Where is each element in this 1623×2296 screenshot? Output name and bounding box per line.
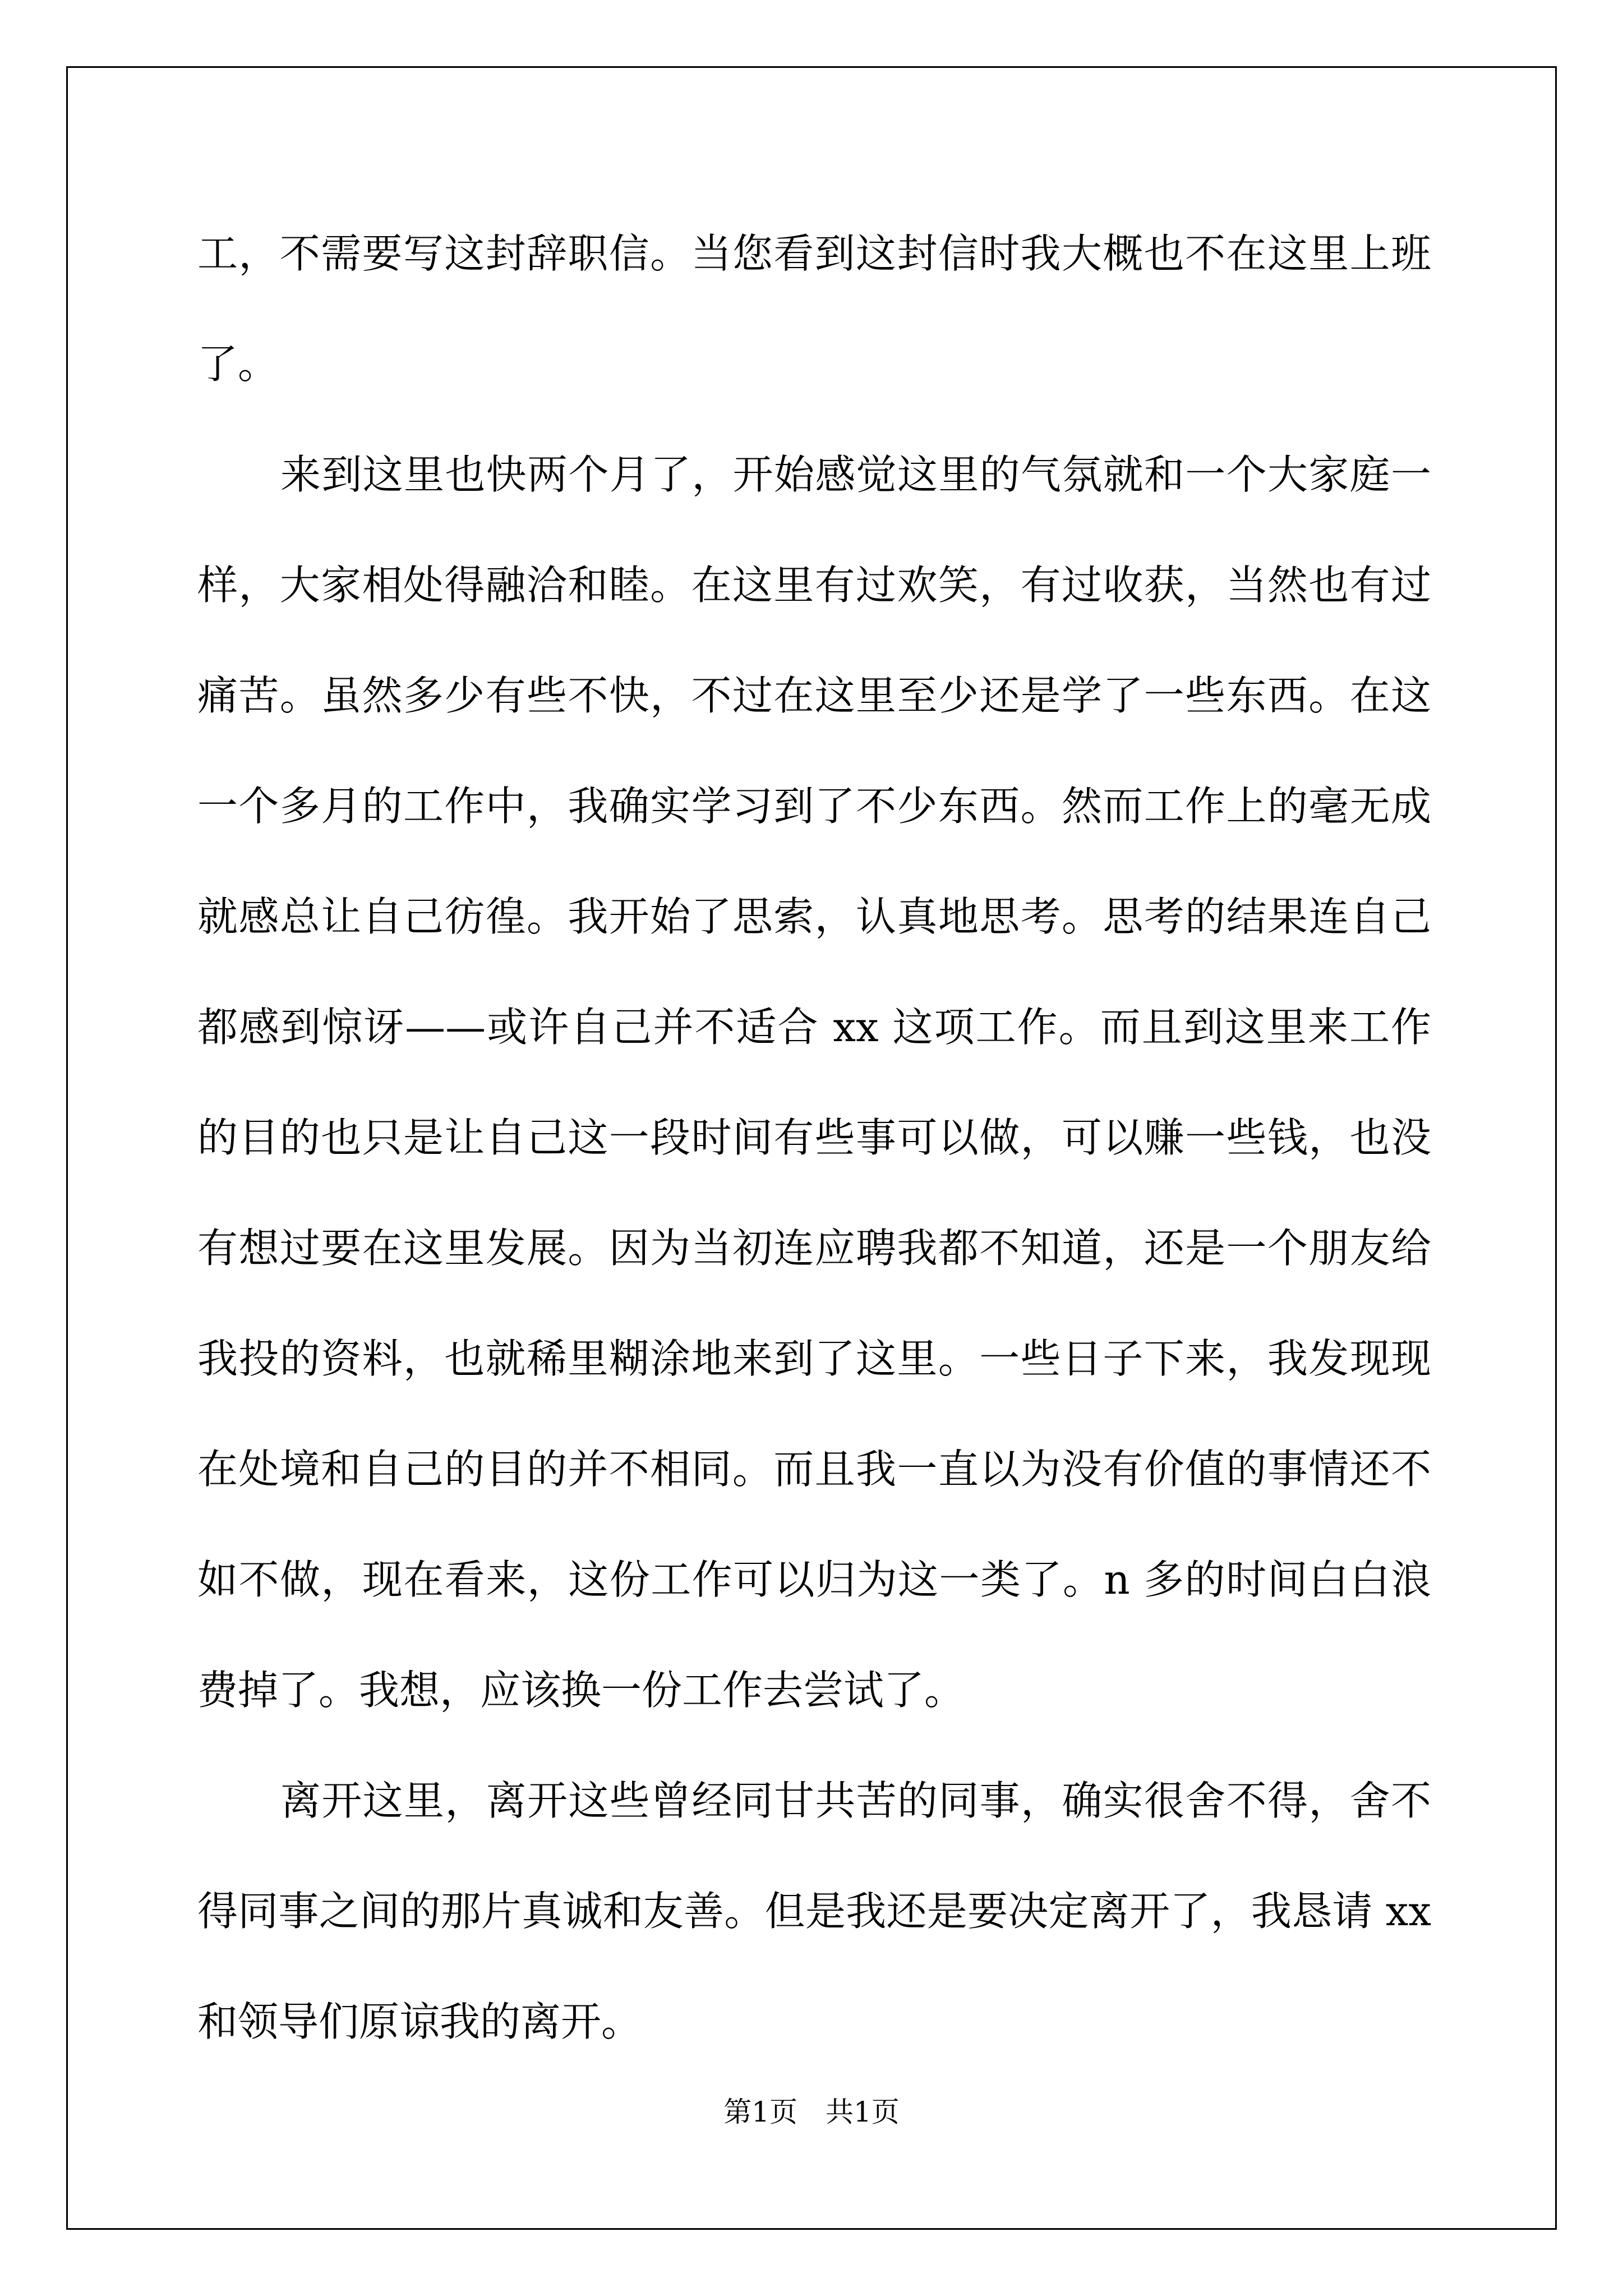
paragraph-3: 离开这里，离开这些曾经同甘共苦的同事，确实很舍不得，舍不得同事之间的那片真诚和友善。但是我还是要决定离开了，我恳请 xx 和领导们原谅我的离开。: [197, 1777, 1431, 2045]
letter-body: [197, 199, 1431, 2077]
paragraph-1: 工，不需要写这封辞职信。当您看到这封信时我大概也不在这里上班了。: [197, 230, 1431, 388]
paragraph-2: 来到这里也快两个月了，开始感觉这里的气氛就和一个大家庭一样，大家相处得融洽和睦。在这里有过欢笑，有过收获，当然也有过痛苦。虽然多少有些不快，不过在这里至少还是学了一些东西。在这一个多月的工作中，我确实学习到了不少东西。然而工作上的毫无成就感总让自己彷徨。我开始了思索，认真地思考。思考的结果连自己都感到惊讶——或许自己并不适合 xx 这项工作。而且到这里来工作的目的也只是让自己这一段时间有些事可以做，可以赚一些钱，也没有想过要在这里发展。因为当初连应聘我都不知道，还是一个朋友给我投的资料，也就稀里糊涂地来到了这里。一些日子下来，我发现现在处境和自己的目的并不相同。而且我一直以为没有价值的事情还不如不做，现在看来，这份工作可以归为这一类了。n 多的时间白白浪费掉了。我想，应该换一份工作去尝试了。: [197, 451, 1431, 1714]
page-number: 第1页: [723, 2096, 797, 2128]
page-footer: [0, 2095, 1623, 2129]
page-total: 共1页: [826, 2096, 900, 2128]
